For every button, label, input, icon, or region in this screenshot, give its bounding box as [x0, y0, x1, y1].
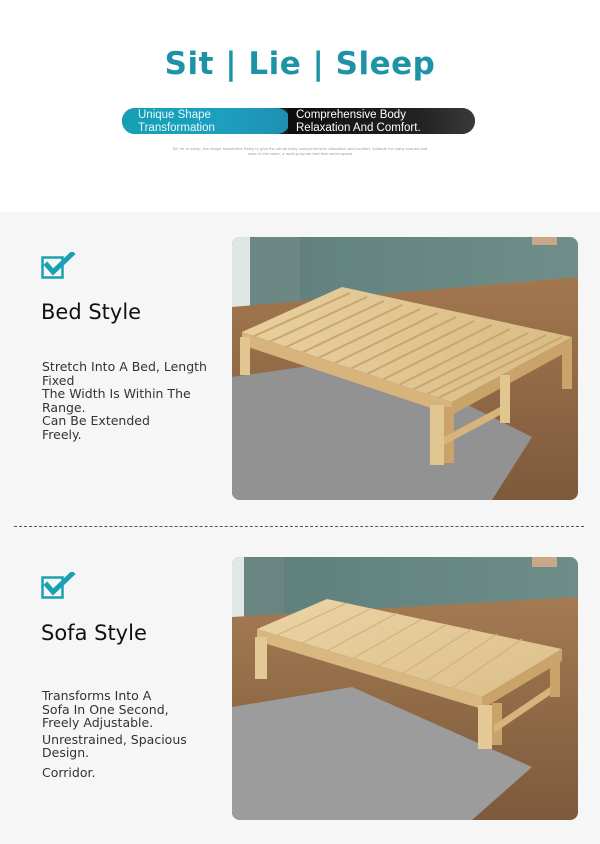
checkmark-icon — [41, 252, 76, 280]
description-line: The Width Is Within The — [42, 386, 191, 401]
checkmark-icon — [41, 572, 76, 600]
section-description — [42, 689, 222, 779]
description-line: Freely. — [42, 426, 82, 442]
header-banner — [0, 0, 600, 212]
description-line: Transforms Into A — [42, 688, 152, 703]
description-line: Corridor. — [42, 764, 96, 780]
description-line: Design. — [42, 745, 90, 760]
bed-photo — [232, 237, 578, 500]
description-line: Stretch Into A Bed, Length — [42, 359, 207, 374]
section-description — [42, 360, 222, 441]
description-line: Fixed — [42, 372, 75, 388]
description-line: Freely Adjustable. — [42, 715, 154, 730]
page-title: Sit | Lie | Sleep — [164, 46, 436, 82]
section-heading: Bed Style — [41, 300, 142, 324]
pill-left-text: Unique Shape Transformation — [138, 109, 215, 134]
description-line: Sofa In One Second, — [42, 701, 169, 717]
pill-right-text: Comprehensive Body Relaxation And Comfort. — [296, 109, 421, 134]
description-line: Unrestrained, Spacious — [42, 731, 187, 747]
section-divider — [14, 526, 584, 527]
section-heading: Sofa Style — [41, 621, 147, 645]
feature-pill — [122, 108, 475, 134]
sofa-photo — [232, 557, 578, 820]
description-line: Range. — [42, 399, 86, 415]
description-line: Can Be Extended — [42, 413, 150, 428]
fine-print: Sit, lie or sleep, the shape transforms freely to give the whole body comprehensive relaxation and comfort, suitable for many scenes and uses in the home, a multi-purpose bed that saves space — [172, 146, 428, 156]
